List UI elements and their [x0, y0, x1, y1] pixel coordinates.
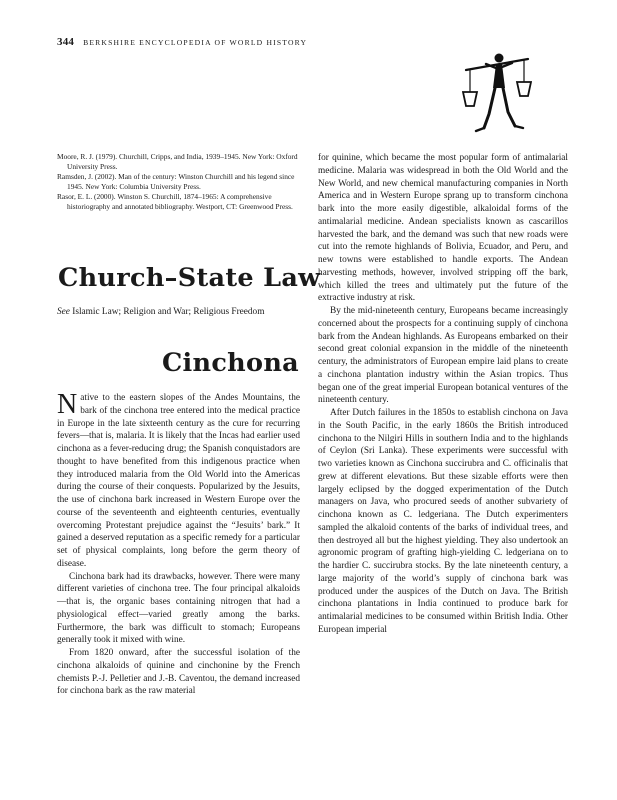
- paragraph-text: ative to the eastern slopes of the Andes Mountains, the bark of the cinchona tree entered into the medical practice in Europe in the late sixteenth century as the cure for recurring fevers—that is, malaria. It is likely that the Incas had earlier used cinchona as a fever-reducing drug; the Spanish conquistadors are thought to have benefited from this indigenous practice when they introduced malaria from the Old World into the Americas during the course of their conquests. Popularized by the Jesuits, the use of cinchona bark increased in Western Europe over the course of the seventeenth and eighteenth centuries, eventually overcoming Protestant prejudice against the “Jesuits’ bark.” It gained a deserved reputation as a specific remedy for a particular set of physical complaints, long before the germ theory of disease.: [57, 393, 300, 569]
- drop-cap: N: [57, 389, 78, 420]
- see-also-text: Islamic Law; Religion and War; Religious Freedom: [69, 307, 265, 317]
- reference-list: [57, 152, 300, 212]
- page-number: 344: [57, 36, 75, 48]
- church-state-law-heading: Church–State Law: [58, 263, 321, 293]
- see-also-line: [57, 307, 264, 317]
- figure-carrying-buckets-icon: [462, 52, 532, 136]
- paragraph: [57, 389, 300, 571]
- see-label: See: [57, 307, 70, 317]
- paragraph: for quinine, which became the most popular form of antimalarial medicine. Malaria was widespread in both the Old World and the New World, and new chemical manufacturing companies in North America and in Western Europe sprang up to transform cinchona bark into the more easily digestible, alkaloidal forms of the antimalarial medicine. Andean specialists known as cascarillos harvested the bark, and the demand was such that new roads were cut into the remote highlands of Bolivia, Ecuador, and Peru, and new towns were established to handle exports. The Andean harvesting methods, however, involved stripping off the bark, which killed the trees and ultimately put the future of the extractive industry at risk.: [318, 153, 568, 304]
- paragraph: After Dutch failures in the 1850s to establish cinchona on Java in the South Pacific, in the early 1860s the British introduced cinchona to the Nilgiri Hills in southern India and to the highlands of Ceylon (Sri Lanka). These experiments were successful with two varieties known as Cinchona succirubra and C. officinalis that grew at different elevations. But these sizable efforts were then largely eclipsed by the dogged experimentation of the Dutch managers on Java, who procured seeds of another subvariety of cinchona known as C. ledgeriana. The Dutch experimenters sampled the alkaloid contents of the barks of individual trees, and then destroyed all but the highest yielding. They also undertook an agronomic program of grafting high-yielding C. ledgeriana on to the hardier C. succirubra stocks. By the late nineteenth century, a large majority of the world’s supply of cinchona bark was produced under the auspices of the Dutch on Java. The British cinchona plantations in India continued to produce bark for antimalarial medicines to be consumed within British India. Other European imperial: [318, 408, 568, 635]
- paragraph: From 1820 onward, after the successful isolation of the cinchona alkaloids of quinine and cinchonine by the French chemists P.-J. Pelletier and J.-B. Caventou, the demand increased for cinchona bark as the raw material: [57, 648, 300, 697]
- cinchona-body-right: [318, 152, 568, 637]
- reference-item: Rasor, E. L. (2000). Winston S. Churchill, 1874–1965: A comprehensive historiography and annotated bibliography. Westport, CT: Greenwood Press.: [57, 192, 293, 211]
- reference-list-container: [57, 152, 300, 212]
- reference-item: Ramsden, J. (2002). Man of the century: Winston Churchill and his legend since 1945. New York: Columbia University Press.: [57, 172, 295, 191]
- paragraph: By the mid-nineteenth century, Europeans became increasingly concerned about the prospects for a continuing supply of cinchona bark from the Andean highlands. As Europeans embarked on their second great colonial expansion in the middle of the nineteenth century, the administrators of European empire laid plans to create a cinchona plantation industry within the Asian tropics. Thus began one of the great imperial European botanical ventures of the nineteenth century.: [318, 306, 568, 406]
- cinchona-heading: Cinchona: [161, 348, 299, 378]
- cinchona-body-left: [57, 389, 300, 698]
- book-title: BERKSHIRE ENCYCLOPEDIA OF WORLD HISTORY: [83, 38, 308, 47]
- reference-item: Moore, R. J. (1979). Churchill, Cripps, and India, 1939–1945. New York: Oxford University Press.: [57, 152, 298, 171]
- running-head: [57, 36, 307, 48]
- paragraph: Cinchona bark had its drawbacks, however. There were many different varieties of cinchona tree. The four principal alkaloids—that is, the organic bases containing nitrogen that had a physiological effect—varied greatly among the barks. Furthermore, the bark was difficult to stomach; Europeans generally took it mixed with wine.: [57, 571, 300, 646]
